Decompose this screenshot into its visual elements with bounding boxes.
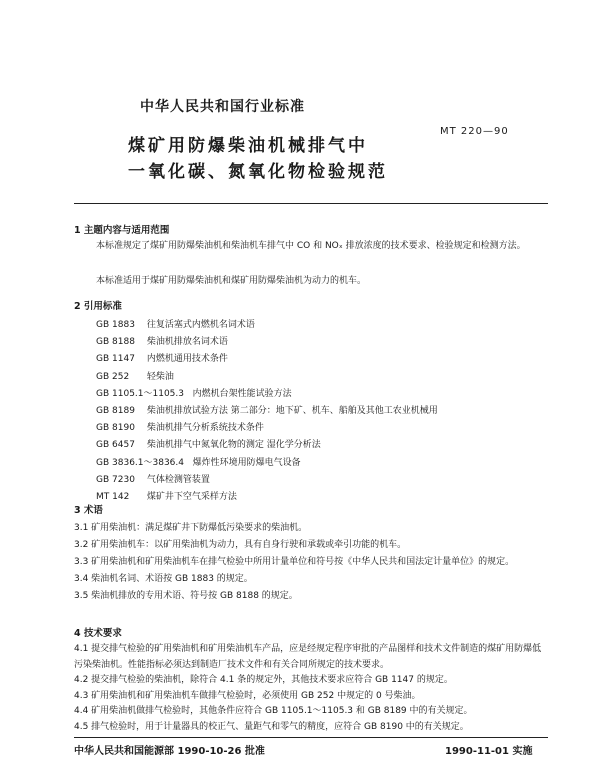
org-title: 中华人民共和国行业标准	[140, 99, 305, 115]
reference-title: 往复活塞式内燃机名词术语	[146, 320, 255, 330]
reference-item	[96, 317, 438, 334]
approval-info: 中华人民共和国能源部 1990-10-26 批准	[74, 746, 265, 757]
reference-title: 轻柴油	[146, 371, 174, 382]
reference-item	[96, 403, 438, 420]
requirement-item: 4.5 排气检验时，用于计量器具的校正气、量距气和零气的精度，应符合 GB 8190 中的有关规定。	[74, 721, 469, 732]
section-3-heading: 3 术语	[74, 505, 103, 516]
requirement-item: 4.3 矿用柴油机和矿用柴油机车做排气检验时，必须使用 GB 252 中规定的 0 号柴油。	[74, 690, 421, 701]
term-item: 3.2 矿用柴油机车：以矿用柴油机为动力，具有自身行驶和承载或牵引功能的机车。	[74, 540, 407, 550]
term-item: 3.1 矿用柴油机：满足煤矿井下防爆低污染要求的柴油机。	[74, 523, 308, 533]
section-1-paragraph-2: 本标准适用于煤矿用防爆柴油机和煤矿用防爆柴油机为动力的机车。	[96, 276, 367, 286]
section-1-heading: 1 主题内容与适用范围	[74, 225, 170, 236]
reference-item	[96, 489, 438, 506]
section-4-heading: 4 技术要求	[74, 628, 122, 639]
reference-title: 柴油机排气分析系统技术条件	[146, 423, 264, 434]
reference-code: GB 1883	[96, 320, 135, 330]
requirement-item: 4.4 矿用柴油机做排气检验时，其他条件应符合 GB 1105.1～1105.3 和 GB 8189 中的有关规定。	[74, 706, 473, 716]
reference-title: 柴油机排放名词术语	[146, 337, 228, 348]
requirement-item: 4.2 提交排气检验的柴油机，除符合 4.1 条的规定外，其他技术要求应符合 GB 1147 的规定。	[74, 675, 453, 685]
document-title-line1: 煤矿用防爆柴油机械排气中	[128, 136, 368, 156]
reference-list	[96, 317, 438, 506]
term-item: 3.3 矿用柴油机和矿用柴油机车在排气检验中所用计量单位和符号按《中华人民共和国法定计量单位》的规定。	[74, 557, 515, 567]
reference-title: 爆炸性环境用防爆电气设备	[192, 457, 301, 468]
reference-title: 柴油机排气中氮氧化物的测定 湿化学分析法	[146, 440, 321, 451]
reference-item	[96, 455, 438, 472]
reference-item	[96, 420, 438, 437]
reference-title: 柴油机排放试验方法 第二部分：地下矿、机车、船舶及其他工农业机械用	[146, 406, 438, 417]
standard-number: MT 220—90	[440, 126, 509, 137]
reference-item	[96, 386, 438, 403]
document-title-line2: 一氧化碳、氮氧化物检验规范	[128, 162, 388, 182]
reference-item	[96, 369, 438, 386]
footer-divider	[74, 737, 548, 738]
reference-item	[96, 437, 438, 454]
reference-title: 气体检测管装置	[146, 474, 210, 485]
reference-item	[96, 472, 438, 489]
reference-code: GB 8190	[96, 423, 135, 434]
reference-code: GB 8189	[96, 406, 135, 417]
reference-code: GB 8188	[96, 337, 135, 348]
section-1-paragraph-1: 本标准规定了煤矿用防爆柴油机和柴油机车排气中 CO 和 NOₓ 排放浓度的技术要求、检验规定和检测方法。	[96, 241, 526, 251]
requirement-list	[74, 642, 548, 735]
term-item: 3.5 柴油机排放的专用术语、符号按 GB 8188 的规定。	[74, 591, 298, 601]
reference-item	[96, 334, 438, 351]
reference-title: 煤矿井下空气采样方法	[146, 492, 237, 503]
reference-code: GB 7230	[96, 474, 135, 485]
reference-code: GB 6457	[96, 440, 135, 451]
section-2-heading: 2 引用标准	[74, 301, 122, 312]
reference-code: GB 3836.1～3836.4	[96, 457, 184, 468]
reference-title: 内燃机台架性能试验方法	[192, 388, 292, 399]
reference-code: GB 1147	[96, 354, 135, 365]
reference-code: GB 252	[96, 371, 130, 382]
reference-code: GB 1105.1～1105.3	[96, 388, 184, 399]
effective-date: 1990-11-01 实施	[445, 746, 533, 757]
top-divider	[74, 203, 548, 204]
reference-code: MT 142	[96, 492, 130, 503]
term-list	[74, 520, 548, 605]
reference-title: 内燃机通用技术条件	[146, 354, 228, 365]
term-item: 3.4 柴油机名词、术语按 GB 1883 的规定。	[74, 574, 253, 584]
requirement-item: 4.1 提交排气检验的矿用柴油机和矿用柴油机车产品，应是经规定程序审批的产品图样和技术文件制造的煤矿用防爆低污染柴油机。性能指标必须达到制造厂技术文件和有关合同所规定的技术要求。	[74, 644, 542, 670]
reference-item	[96, 351, 438, 368]
